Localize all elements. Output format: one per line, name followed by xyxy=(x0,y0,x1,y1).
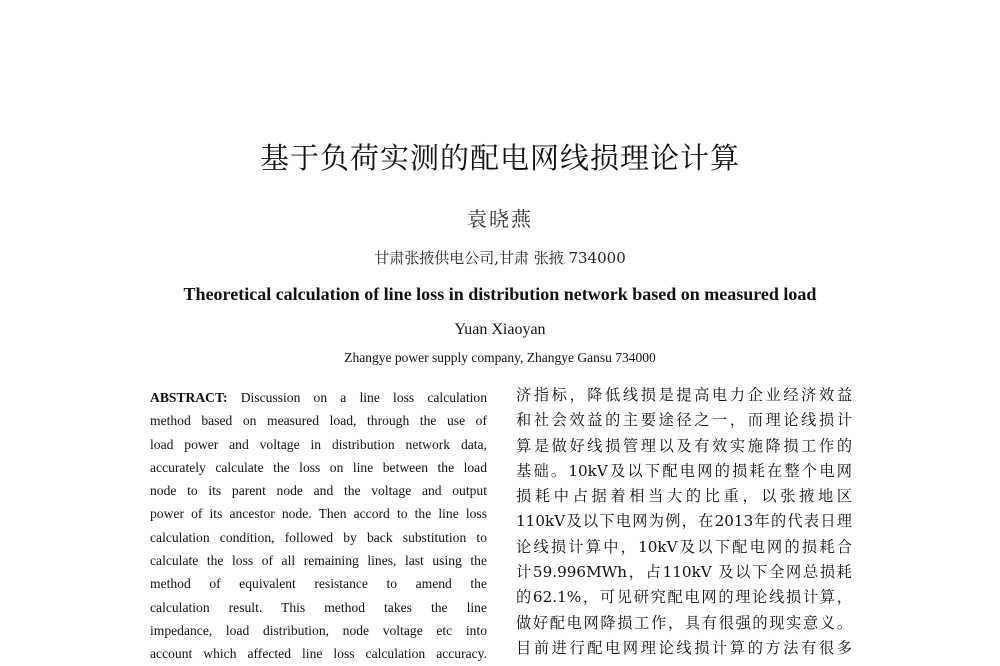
body-line: 基础。10kV及以下配电网的损耗在整个电网 xyxy=(516,461,852,480)
title-english: Theoretical calculation of line loss in distribution network based on measured load xyxy=(183,284,817,304)
abstract-line xyxy=(150,386,487,409)
abstract-line-text: Discussion on a line loss calculation xyxy=(240,390,487,405)
body-line: 110kV及以下电网为例，在2013年的代表日理 xyxy=(516,512,852,531)
body-line: 目前进行配电网理论线损计算的方法有很多 xyxy=(516,638,852,657)
body-text-chinese xyxy=(516,383,852,661)
body-line: 论线损计算中，10kV及以下配电网的损耗合 xyxy=(516,537,852,556)
abstract-line: node to its parent node and the voltage and output xyxy=(150,483,487,499)
body-line: 算是做好线损管理以及有效实施降损工作的 xyxy=(516,436,852,455)
affiliation-chinese: 甘肃张掖供电公司,甘肃 张掖 734000 xyxy=(374,249,626,267)
abstract-line: calculate the loss of all remaining lines, last using the xyxy=(150,553,487,569)
body-line: 做好配电网降损工作，具有很强的现实意义。 xyxy=(516,613,852,632)
body-line: 损耗中占据着相当大的比重，以张掖地区 xyxy=(516,487,852,506)
abstract-line: impedance, load distribution, node voltage etc into xyxy=(150,622,487,638)
body-line: 计59.996MWh，占110kV 及以下全网总损耗 xyxy=(516,563,852,582)
author-chinese: 袁晓燕 xyxy=(467,207,533,231)
abstract-line: method based on measured load, through the use of xyxy=(150,413,487,429)
abstract-line: calculation result. This method takes the line xyxy=(150,599,487,615)
abstract-line: load power and voltage in distribution network data, xyxy=(150,436,487,452)
abstract-line: method of equivalent resistance to amend the xyxy=(150,576,487,592)
author-english: Yuan Xiaoyan xyxy=(454,321,546,338)
body-line: 和社会效益的主要途径之一，而理论线损计 xyxy=(516,411,852,430)
abstract-line: power of its ancestor node. Then accord to the line loss xyxy=(150,506,487,522)
abstract-line: accurately calculate the loss on line between the load xyxy=(150,459,487,475)
body-line: 的62.1%，可见研究配电网的理论线损计算， xyxy=(516,588,852,607)
abstract-label: ABSTRACT: xyxy=(150,390,228,405)
abstract-line: account which affected line loss calculation accuracy. xyxy=(150,646,487,662)
body-line: 济指标，降低线损是提高电力企业经济效益 xyxy=(516,386,852,404)
abstract-column xyxy=(150,386,487,666)
title-chinese: 基于负荷实测的配电网线损理论计算 xyxy=(259,141,740,175)
abstract-line: calculation condition, followed by back substitution to xyxy=(150,529,487,545)
affiliation-english: Zhangye power supply company, Zhangye Gansu 734000 xyxy=(344,350,656,365)
